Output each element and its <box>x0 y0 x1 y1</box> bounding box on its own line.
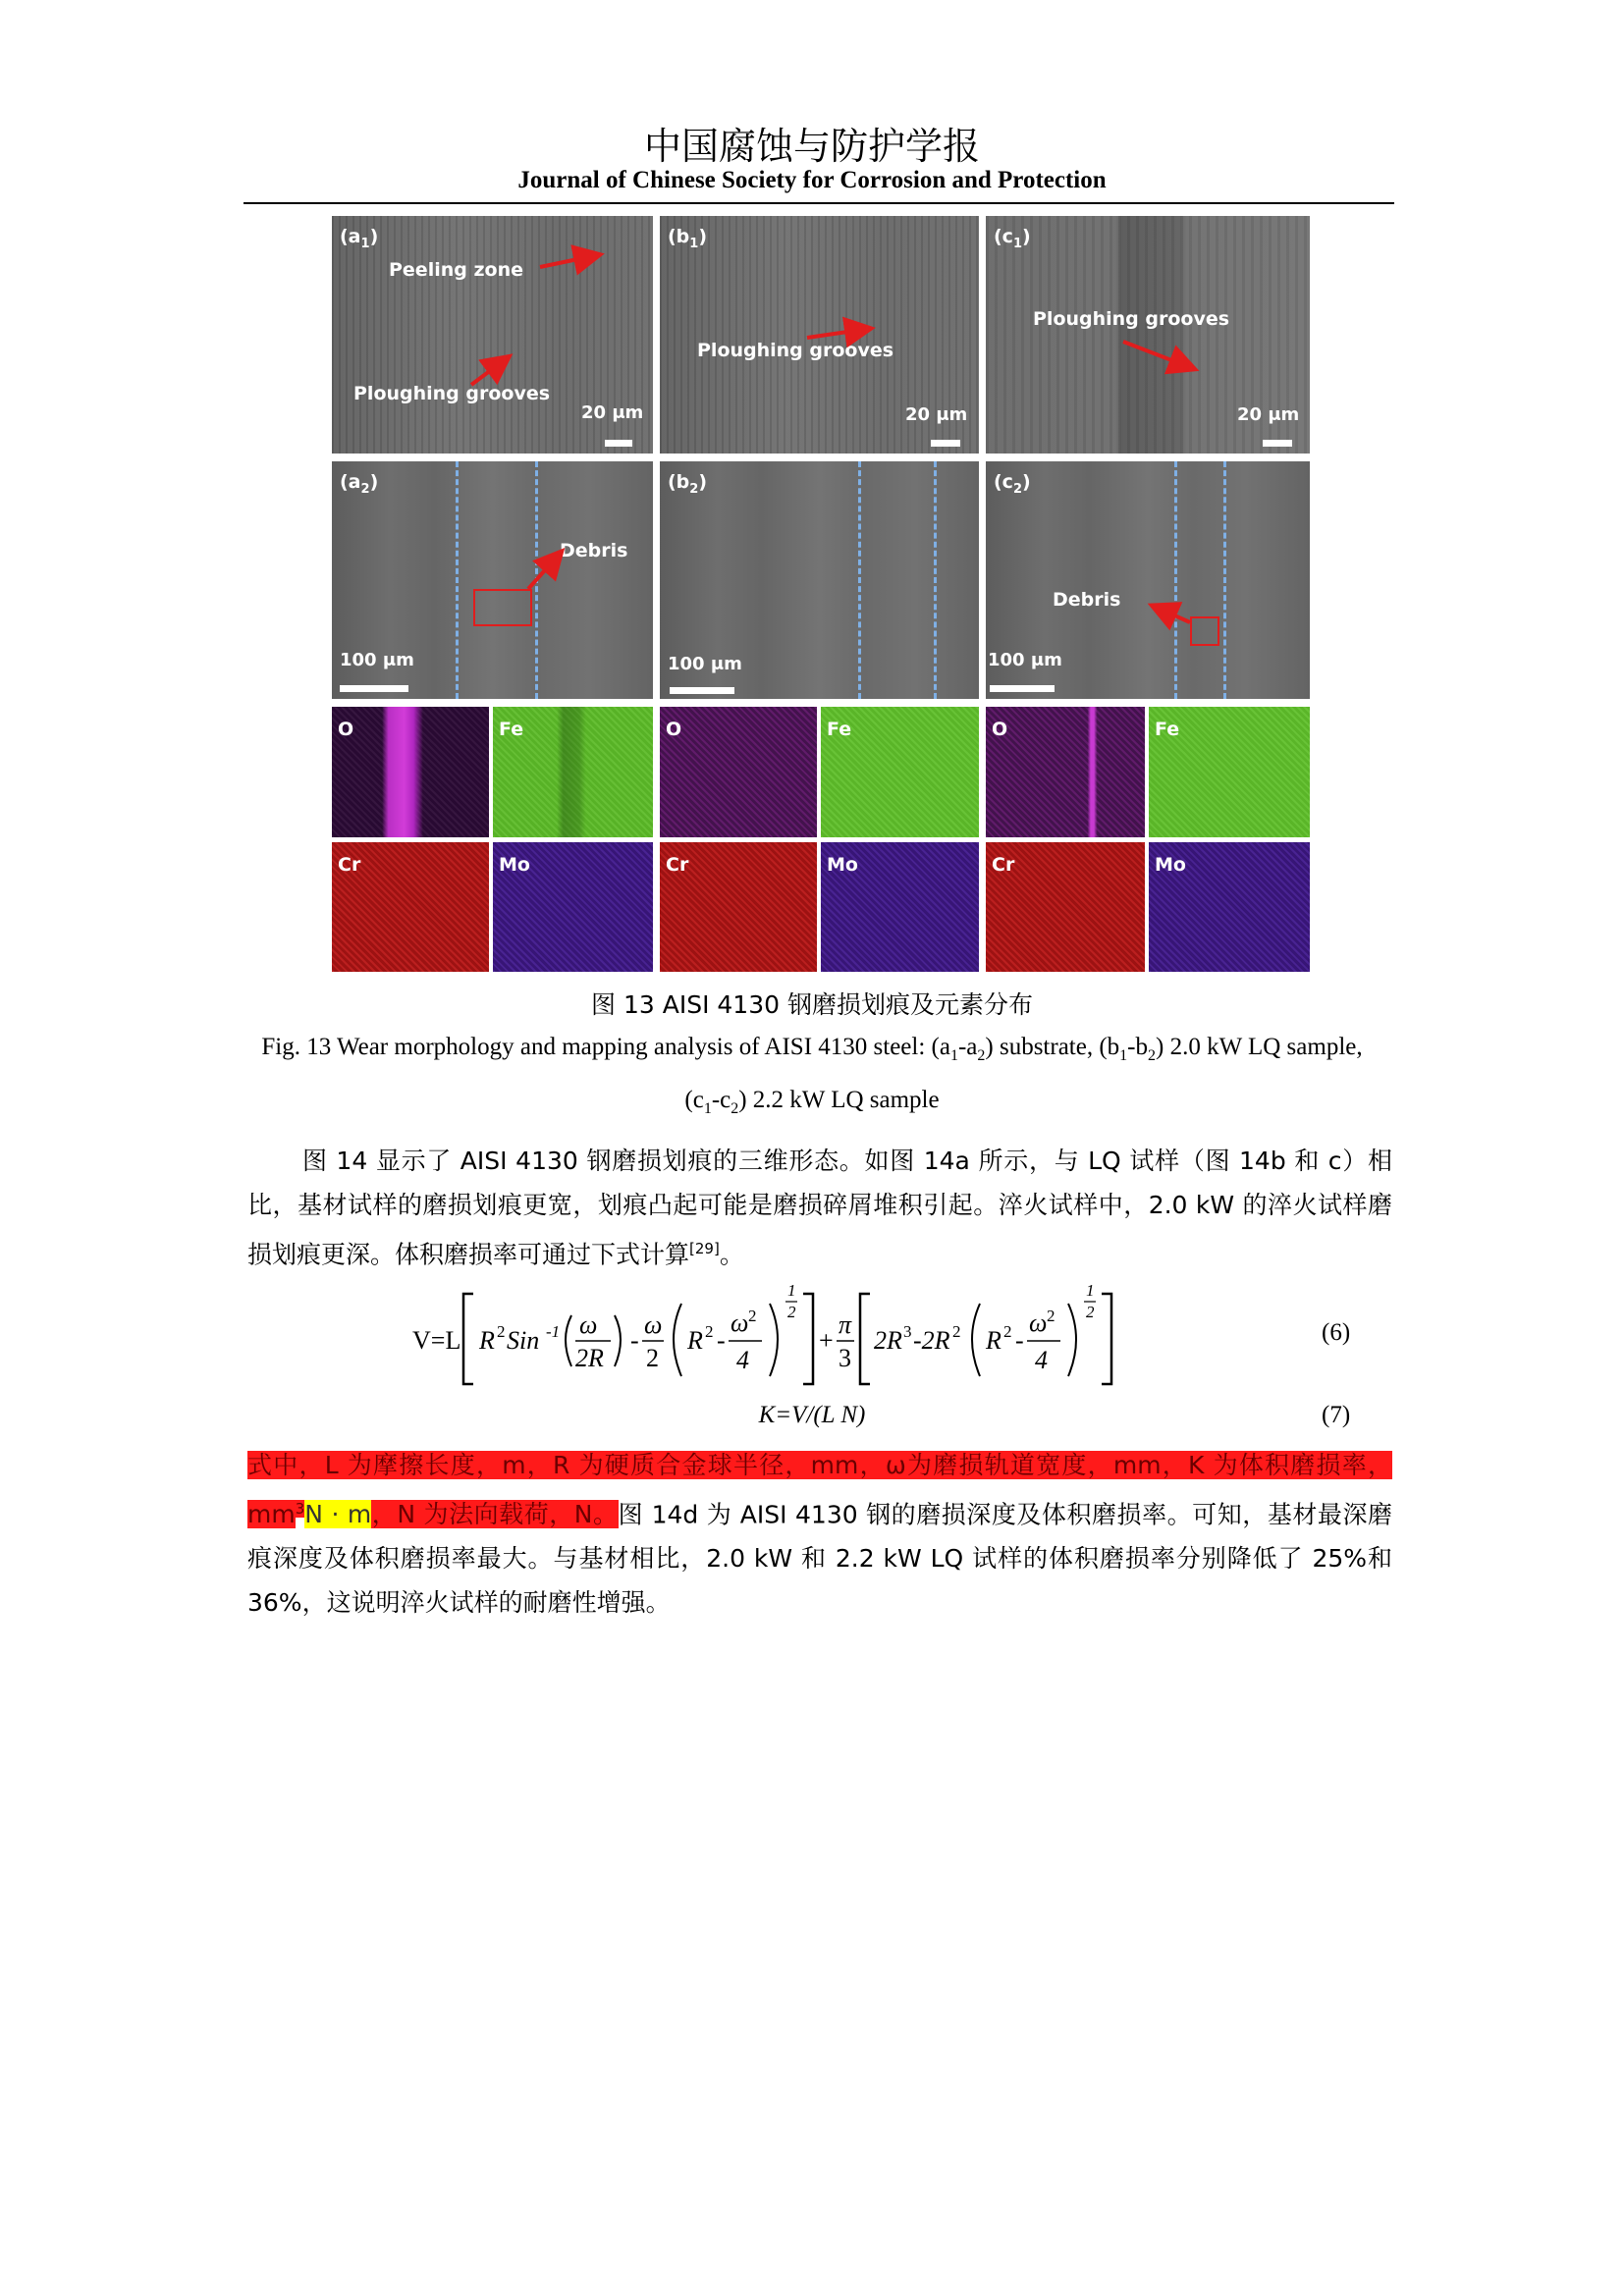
figure-caption-en: Fig. 13 Wear morphology and mapping analysis of AISI 4130 steel: $(a_1-a_2)$ substrate, $(b_1-b_2)$ 2.0 kW LQ sample, $(c_1-c_2)$ 2.2 kW LQ sample <box>261 1034 1363 1117</box>
eds-map-mo-a <box>493 842 653 972</box>
svg-text:R: R <box>479 1326 495 1355</box>
scale-label: 20 μm <box>905 404 968 425</box>
panel-label: $(a_2)$ <box>340 471 379 497</box>
eds-map-o-c <box>986 707 1145 837</box>
svg-text:ω: ω <box>579 1310 598 1339</box>
body-paragraph-1: 图 14 显示了 AISI 4130 钢磨损划痕的三维形态。如图 14a 所示，与 LQ 试样（图 14b 和 c）相比，基材试样的磨损划痕更宽，划痕凸起可能是磨损碎屑堆积引起。淬火试样中，2.0 kW 的淬火试样磨损划痕更深。体积磨损率可通过下式计算[29]。 <box>247 1147 1392 1269</box>
panel-label: $(b_1)$ <box>668 226 708 251</box>
map-label: Cr <box>666 854 689 876</box>
map-label: Mo <box>1155 854 1186 876</box>
annotation-ploughing-grooves: Ploughing grooves <box>1033 308 1230 330</box>
sem-panel-c1 <box>986 216 1310 454</box>
sem-panel-a2 <box>332 461 653 699</box>
svg-text:4: 4 <box>1035 1346 1048 1374</box>
scale-label: 100 μm <box>668 654 742 674</box>
sem-panel-c2 <box>986 461 1310 699</box>
equation-7-number: (7) <box>1322 1402 1351 1428</box>
svg-text:ω: ω <box>644 1310 663 1339</box>
sem-panel-a1 <box>332 216 653 454</box>
annotation-ploughing-grooves: Ploughing grooves <box>353 383 551 404</box>
svg-text:3: 3 <box>839 1344 851 1372</box>
eds-map-cr-c <box>986 842 1145 972</box>
sem-panel-b2 <box>660 461 979 699</box>
svg-text:2: 2 <box>748 1307 757 1325</box>
equation-6 <box>412 1278 1119 1396</box>
svg-text:ω: ω <box>1029 1308 1048 1337</box>
eds-map-fe-c <box>1149 707 1310 837</box>
track-boundary-line <box>934 461 937 699</box>
map-label: Fe <box>1155 719 1180 740</box>
highlight-red-span: 式中，L 为摩擦长度，m，R 为硬质合金球半径，mm，ω为磨损轨道宽度，mm，K 为体积磨损率，mm <box>247 1451 1392 1529</box>
scale-bar <box>605 440 632 447</box>
panel-label: $(c_2)$ <box>994 471 1031 497</box>
scale-bar <box>990 685 1055 692</box>
svg-text:1: 1 <box>1086 1281 1095 1300</box>
svg-text:4: 4 <box>736 1346 749 1374</box>
eds-map-fe-b <box>821 707 979 837</box>
journal-title-en: Journal of Chinese Society for Corrosion and Protection <box>517 167 1107 193</box>
svg-text:-: - <box>630 1326 639 1355</box>
svg-text:2: 2 <box>787 1303 796 1321</box>
svg-text:2: 2 <box>952 1322 961 1341</box>
journal-title-cn: 中国腐蚀与防护学报 <box>643 125 980 168</box>
map-label: O <box>992 719 1008 740</box>
scale-bar <box>931 440 960 447</box>
eds-map-cr-a <box>332 842 489 972</box>
sem-panel-b1 <box>660 216 979 454</box>
svg-text:2: 2 <box>1086 1303 1095 1321</box>
equation-7: K=V/(L N) <box>758 1402 866 1428</box>
map-label: Fe <box>499 719 524 740</box>
svg-text:2R: 2R <box>575 1344 604 1372</box>
eds-map-o-a <box>332 707 489 837</box>
eds-map-o-b <box>660 707 817 837</box>
svg-text:2: 2 <box>646 1344 659 1372</box>
svg-text:ω: ω <box>731 1308 749 1337</box>
scale-label: 100 μm <box>340 650 414 670</box>
svg-text:+: + <box>819 1326 834 1355</box>
annotation-ploughing-grooves: Ploughing grooves <box>697 340 894 361</box>
scale-label: 20 μm <box>1237 404 1300 425</box>
scale-bar <box>1263 440 1292 447</box>
svg-text:Sin: Sin <box>507 1326 540 1355</box>
svg-text:2: 2 <box>705 1322 714 1341</box>
map-label: Cr <box>338 854 361 876</box>
annotation-peeling-zone: Peeling zone <box>389 259 523 281</box>
map-label: Mo <box>499 854 530 876</box>
eds-map-mo-c <box>1149 842 1310 972</box>
map-label: Cr <box>992 854 1015 876</box>
highlight-red-sup: 3 <box>295 1500 305 1518</box>
svg-text:2: 2 <box>1003 1322 1012 1341</box>
eds-map-mo-b <box>821 842 979 972</box>
panel-label: $(a_1)$ <box>340 226 379 251</box>
scale-label: 100 μm <box>988 650 1062 670</box>
svg-text:R: R <box>687 1326 703 1355</box>
map-label: O <box>338 719 354 740</box>
scale-bar <box>670 687 734 694</box>
svg-text:V=L: V=L <box>412 1326 461 1355</box>
body-paragraph-2: 式中，L 为摩擦长度，m，R 为硬质合金球半径，mm，ω为磨损轨道宽度，mm，K 为体积磨损率，$mm^3N \cdot m$，N 为法向载荷，N。图 14d 为 AISI 4130 钢的磨损深度及体积磨损率。可知，基材最深磨痕深度及体积磨损率最大。与基材相比，2.0 kW 和 2.2 kW LQ 试样的体积磨损率分别降低了 25%和 36%，这说明淬火试样的耐磨性增强。 <box>247 1451 1392 1618</box>
svg-text:3: 3 <box>903 1322 912 1341</box>
map-label: O <box>666 719 682 740</box>
svg-text:π: π <box>839 1310 852 1339</box>
highlight-yellow-span: N · m <box>304 1500 372 1529</box>
svg-text:1: 1 <box>787 1281 796 1300</box>
map-label: Fe <box>827 719 852 740</box>
annotation-debris: Debris <box>1053 589 1121 611</box>
svg-text:-: - <box>717 1326 726 1355</box>
svg-text:-2R: -2R <box>913 1326 950 1355</box>
eds-map-fe-a <box>493 707 653 837</box>
map-label: Mo <box>827 854 858 876</box>
panel-label: $(b_2)$ <box>668 471 708 497</box>
annotation-debris: Debris <box>560 540 628 561</box>
svg-text:2: 2 <box>1047 1307 1056 1325</box>
scale-label: 20 μm <box>581 402 644 423</box>
panel-label: $(c_1)$ <box>994 226 1031 251</box>
svg-text:-1: -1 <box>546 1322 561 1341</box>
svg-text:2R: 2R <box>874 1326 902 1355</box>
figure-13 <box>332 216 1310 980</box>
scale-bar <box>340 685 408 692</box>
svg-text:2: 2 <box>497 1322 506 1341</box>
header-rule <box>244 202 1394 204</box>
svg-text:R: R <box>986 1326 1001 1355</box>
equation-6-number: (6) <box>1322 1319 1351 1346</box>
eds-map-cr-b <box>660 842 817 972</box>
track-boundary-line <box>858 461 861 699</box>
figure-caption-cn: 图 13 AISI 4130 钢磨损划痕及元素分布 <box>591 990 1033 1019</box>
svg-text:-: - <box>1015 1326 1024 1355</box>
highlight-red-span-2: ，N 为法向载荷，N。 <box>371 1500 619 1529</box>
